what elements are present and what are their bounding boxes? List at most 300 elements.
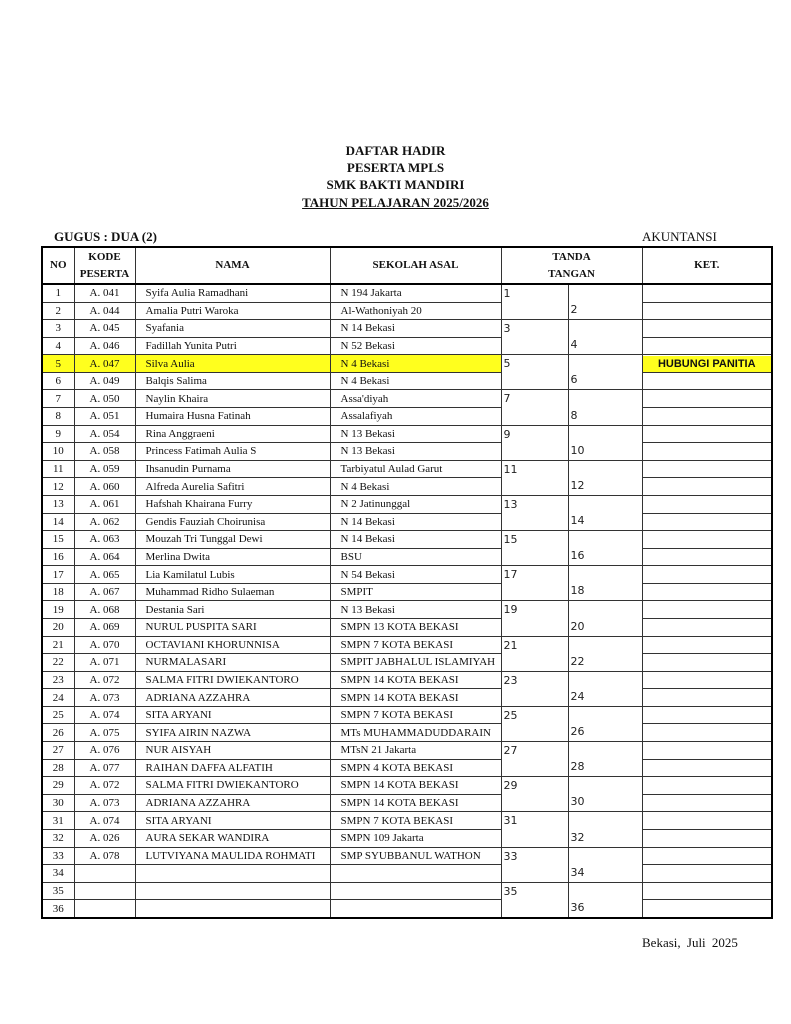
cell-no: 12 — [42, 478, 74, 496]
cell-nama: Fadillah Yunita Putri — [135, 337, 330, 355]
table-row — [42, 847, 772, 865]
signature-number: 7 — [503, 392, 511, 406]
cell-sekolah-asal: N 54 Bekasi — [330, 566, 501, 584]
signature-number: 8 — [570, 408, 578, 422]
table-row — [42, 548, 772, 566]
col-header-nama: NAMA — [135, 247, 330, 284]
cell-keterangan — [642, 724, 772, 742]
table-row — [42, 408, 772, 426]
signature-number: 33 — [503, 849, 518, 863]
cell-keterangan — [642, 355, 772, 373]
signature-cell-right[interactable] — [568, 390, 642, 425]
table-row — [42, 425, 772, 443]
cell-sekolah-asal: N 52 Bekasi — [330, 337, 501, 355]
cell-sekolah-asal: SMPN 14 KOTA BEKASI — [330, 671, 501, 689]
cell-nama: Merlina Dwita — [135, 548, 330, 566]
table-row — [42, 724, 772, 742]
table-row — [42, 618, 772, 636]
signature-number: 31 — [503, 814, 518, 828]
signature-cell-right[interactable] — [568, 355, 642, 390]
cell-no: 1 — [42, 284, 74, 302]
cell-keterangan — [642, 443, 772, 461]
signature-number: 29 — [503, 779, 518, 793]
cell-sekolah-asal: N 14 Bekasi — [330, 513, 501, 531]
cell-sekolah-asal: MTs MUHAMMADUDDARAIN — [330, 724, 501, 742]
signature-number: 30 — [570, 795, 585, 809]
cell-keterangan — [642, 284, 772, 302]
cell-sekolah-asal: MTsN 21 Jakarta — [330, 742, 501, 760]
cell-sekolah-asal: SMPIT JABHALUL ISLAMIYAH — [330, 654, 501, 672]
cell-nama: Silva Aulia — [135, 355, 330, 373]
cell-no: 30 — [42, 794, 74, 812]
department-label: AKUNTANSI — [642, 229, 717, 244]
col-header-tanda-tangan — [501, 247, 642, 284]
cell-sekolah-asal: SMPN 109 Jakarta — [330, 829, 501, 847]
signature-number: 23 — [503, 673, 518, 687]
cell-nama: Princess Fatimah Aulia S — [135, 443, 330, 461]
table-row — [42, 829, 772, 847]
signature-number: 27 — [503, 744, 518, 758]
signature-number: 22 — [570, 654, 585, 668]
cell-no: 6 — [42, 372, 74, 390]
cell-no: 29 — [42, 777, 74, 795]
table-row — [42, 372, 772, 390]
table-row — [42, 812, 772, 830]
cell-kode-peserta: A. 068 — [74, 601, 135, 619]
cell-keterangan — [642, 689, 772, 707]
cell-no: 28 — [42, 759, 74, 777]
signature-number: 21 — [503, 638, 518, 652]
table-row — [42, 513, 772, 531]
signature-number: 11 — [503, 462, 518, 476]
cell-no: 25 — [42, 706, 74, 724]
cell-keterangan — [642, 829, 772, 847]
cell-kode-peserta: A. 026 — [74, 829, 135, 847]
cell-kode-peserta: A. 046 — [74, 337, 135, 355]
signature-cell-left[interactable] — [501, 320, 568, 355]
cell-kode-peserta: A. 075 — [74, 724, 135, 742]
cell-sekolah-asal: N 13 Bekasi — [330, 601, 501, 619]
place-date: Bekasi, Juli 2025 — [642, 935, 738, 950]
signature-cell-right[interactable] — [568, 495, 642, 530]
cell-sekolah-asal: N 194 Jakarta — [330, 284, 501, 302]
cell-kode-peserta: A. 047 — [74, 355, 135, 373]
table-header-row — [42, 247, 772, 284]
cell-sekolah-asal: SMPN 14 KOTA BEKASI — [330, 794, 501, 812]
signature-cell-right[interactable] — [568, 812, 642, 847]
signature-number: 5 — [503, 357, 511, 371]
cell-nama: Destania Sari — [135, 601, 330, 619]
cell-nama: RAIHAN DAFFA ALFATIH — [135, 759, 330, 777]
cell-no: 3 — [42, 320, 74, 338]
cell-kode-peserta: A. 073 — [74, 689, 135, 707]
cell-no: 5 — [42, 355, 74, 373]
cell-keterangan — [642, 865, 772, 883]
signature-cell-left[interactable] — [501, 742, 568, 777]
cell-nama: Naylin Khaira — [135, 390, 330, 408]
signature-cell-right[interactable] — [568, 882, 642, 918]
cell-keterangan — [642, 425, 772, 443]
cell-keterangan — [642, 390, 772, 408]
cell-no: 35 — [42, 882, 74, 900]
cell-kode-peserta — [74, 882, 135, 900]
cell-keterangan — [642, 513, 772, 531]
table-row — [42, 900, 772, 918]
cell-kode-peserta: A. 050 — [74, 390, 135, 408]
cell-nama — [135, 900, 330, 918]
cell-nama: Mouzah Tri Tunggal Dewi — [135, 531, 330, 549]
signature-number: 15 — [503, 533, 518, 547]
cell-nama: SALMA FITRI DWIEKANTORO — [135, 671, 330, 689]
cell-no: 2 — [42, 302, 74, 320]
table-row — [42, 636, 772, 654]
doc-subtitle-school: SMK BAKTI MANDIRI — [326, 177, 465, 192]
cell-sekolah-asal: SMPN 4 KOTA BEKASI — [330, 759, 501, 777]
cell-nama: Muhammad Ridho Sulaeman — [135, 583, 330, 601]
signature-cell-right[interactable] — [568, 847, 642, 882]
signature-cell-right[interactable] — [568, 284, 642, 320]
cell-sekolah-asal: N 13 Bekasi — [330, 443, 501, 461]
cell-no: 21 — [42, 636, 74, 654]
cell-kode-peserta: A. 077 — [74, 759, 135, 777]
cell-nama: LUTVIYANA MAULIDA ROHMATI — [135, 847, 330, 865]
cell-sekolah-asal: N 14 Bekasi — [330, 531, 501, 549]
cell-kode-peserta: A. 060 — [74, 478, 135, 496]
col-header-tanda-line2: TANGAN — [548, 267, 595, 280]
cell-keterangan — [642, 372, 772, 390]
cell-sekolah-asal — [330, 900, 501, 918]
cell-no: 31 — [42, 812, 74, 830]
cell-no: 13 — [42, 495, 74, 513]
cell-sekolah-asal: SMPN 13 KOTA BEKASI — [330, 618, 501, 636]
signature-cell-right[interactable] — [568, 636, 642, 671]
table-row — [42, 355, 772, 373]
signature-cell-left[interactable] — [501, 847, 568, 882]
cell-kode-peserta: A. 065 — [74, 566, 135, 584]
cell-nama: Balqis Salima — [135, 372, 330, 390]
cell-keterangan — [642, 408, 772, 426]
cell-nama: Lia Kamilatul Lubis — [135, 566, 330, 584]
col-header-kode-line1: KODE — [88, 250, 121, 263]
cell-no: 17 — [42, 566, 74, 584]
table-row — [42, 777, 772, 795]
doc-title: DAFTAR HADIR — [345, 143, 446, 158]
signature-cell-right[interactable] — [568, 460, 642, 495]
cell-nama: SYIFA AIRIN NAZWA — [135, 724, 330, 742]
cell-no: 18 — [42, 583, 74, 601]
signature-number: 18 — [570, 584, 585, 598]
signature-number: 2 — [570, 303, 578, 317]
cell-kode-peserta: A. 067 — [74, 583, 135, 601]
signature-cell-right[interactable] — [568, 777, 642, 812]
cell-keterangan — [642, 302, 772, 320]
table-row — [42, 794, 772, 812]
cell-kode-peserta: A. 073 — [74, 794, 135, 812]
signature-cell-left[interactable] — [501, 425, 568, 460]
cell-nama: NURUL PUSPITA SARI — [135, 618, 330, 636]
cell-kode-peserta: A. 071 — [74, 654, 135, 672]
signature-cell-left[interactable] — [501, 495, 568, 530]
signature-number: 24 — [570, 689, 585, 703]
cell-nama: SALMA FITRI DWIEKANTORO — [135, 777, 330, 795]
cell-keterangan — [642, 636, 772, 654]
signature-number: 36 — [570, 900, 585, 914]
cell-kode-peserta: A. 059 — [74, 460, 135, 478]
cell-nama: Gendis Fauziah Choirunisa — [135, 513, 330, 531]
cell-kode-peserta: A. 076 — [74, 742, 135, 760]
cell-kode-peserta: A. 061 — [74, 495, 135, 513]
cell-keterangan — [642, 794, 772, 812]
signature-number: 28 — [570, 760, 585, 774]
table-row — [42, 601, 772, 619]
col-header-kode-line2: PESERTA — [79, 267, 130, 280]
cell-kode-peserta: A. 045 — [74, 320, 135, 338]
cell-kode-peserta: A. 049 — [74, 372, 135, 390]
cell-sekolah-asal: SMPN 7 KOTA BEKASI — [330, 812, 501, 830]
cell-keterangan — [642, 478, 772, 496]
cell-no: 20 — [42, 618, 74, 636]
cell-nama: NUR AISYAH — [135, 742, 330, 760]
cell-no: 9 — [42, 425, 74, 443]
cell-nama: Syafania — [135, 320, 330, 338]
table-row — [42, 495, 772, 513]
cell-kode-peserta: A. 041 — [74, 284, 135, 302]
cell-kode-peserta: A. 062 — [74, 513, 135, 531]
cell-sekolah-asal: Tarbiyatul Aulad Garut — [330, 460, 501, 478]
signature-cell-left[interactable] — [501, 882, 568, 918]
signature-cell-left[interactable] — [501, 777, 568, 812]
cell-sekolah-asal: N 4 Bekasi — [330, 478, 501, 496]
note-badge: HUBUNGI PANITIA — [643, 356, 772, 372]
cell-kode-peserta: A. 064 — [74, 548, 135, 566]
cell-kode-peserta: A. 069 — [74, 618, 135, 636]
cell-keterangan — [642, 759, 772, 777]
cell-kode-peserta: A. 078 — [74, 847, 135, 865]
cell-keterangan — [642, 706, 772, 724]
cell-nama: Amalia Putri Waroka — [135, 302, 330, 320]
cell-no: 34 — [42, 865, 74, 883]
cell-no: 10 — [42, 443, 74, 461]
table-row — [42, 865, 772, 883]
signature-number: 13 — [503, 497, 518, 511]
cell-no: 8 — [42, 408, 74, 426]
cell-keterangan — [642, 812, 772, 830]
cell-nama: ADRIANA AZZAHRA — [135, 689, 330, 707]
cell-nama: Alfreda Aurelia Safitri — [135, 478, 330, 496]
cell-sekolah-asal: N 13 Bekasi — [330, 425, 501, 443]
signature-cell-left[interactable] — [501, 460, 568, 495]
cell-sekolah-asal: SMPN 7 KOTA BEKASI — [330, 706, 501, 724]
cell-nama: Syifa Aulia Ramadhani — [135, 284, 330, 302]
cell-keterangan — [642, 882, 772, 900]
cell-kode-peserta: A. 072 — [74, 671, 135, 689]
cell-nama: NURMALASARI — [135, 654, 330, 672]
cell-sekolah-asal — [330, 865, 501, 883]
signature-number: 3 — [503, 322, 511, 336]
cell-no: 7 — [42, 390, 74, 408]
group-label: GUGUS : DUA (2) — [54, 229, 157, 244]
cell-kode-peserta: A. 058 — [74, 443, 135, 461]
cell-sekolah-asal — [330, 882, 501, 900]
signature-cell-right[interactable] — [568, 601, 642, 636]
cell-sekolah-asal: SMP SYUBBANUL WATHON — [330, 847, 501, 865]
cell-sekolah-asal: SMPIT — [330, 583, 501, 601]
signature-cell-left[interactable] — [501, 566, 568, 601]
table-row — [42, 390, 772, 408]
table-row — [42, 531, 772, 549]
cell-no: 32 — [42, 829, 74, 847]
signature-cell-left[interactable] — [501, 671, 568, 706]
signature-number: 1 — [503, 287, 511, 300]
signature-cell-left[interactable] — [501, 636, 568, 671]
table-row — [42, 654, 772, 672]
table-row — [42, 583, 772, 601]
attendance-table — [41, 246, 773, 919]
signature-cell-right[interactable] — [568, 320, 642, 355]
cell-sekolah-asal: SMPN 14 KOTA BEKASI — [330, 777, 501, 795]
cell-nama: ADRIANA AZZAHRA — [135, 794, 330, 812]
signature-number: 35 — [503, 884, 518, 898]
col-header-tanda-line1: TANDA — [552, 250, 591, 263]
cell-no: 22 — [42, 654, 74, 672]
cell-kode-peserta: A. 070 — [74, 636, 135, 654]
doc-subtitle-event: PESERTA MPLS — [346, 160, 445, 175]
doc-subtitle-year: TAHUN PELAJARAN 2025/2026 — [302, 195, 489, 210]
cell-no: 36 — [42, 900, 74, 918]
signature-cell-right[interactable] — [568, 706, 642, 741]
signature-number: 20 — [570, 619, 585, 633]
signature-cell-left[interactable] — [501, 706, 568, 741]
cell-no: 33 — [42, 847, 74, 865]
col-header-kode — [74, 247, 135, 284]
signature-cell-right[interactable] — [568, 531, 642, 566]
signature-number: 26 — [570, 725, 585, 739]
signature-number: 14 — [570, 514, 585, 528]
cell-kode-peserta: A. 054 — [74, 425, 135, 443]
cell-keterangan — [642, 777, 772, 795]
cell-sekolah-asal: N 4 Bekasi — [330, 355, 501, 373]
cell-no: 11 — [42, 460, 74, 478]
cell-sekolah-asal: Al-Wathoniyah 20 — [330, 302, 501, 320]
table-row — [42, 882, 772, 900]
cell-kode-peserta — [74, 865, 135, 883]
signature-number: 9 — [503, 427, 511, 441]
cell-keterangan — [642, 601, 772, 619]
cell-sekolah-asal: N 4 Bekasi — [330, 372, 501, 390]
cell-keterangan — [642, 618, 772, 636]
cell-keterangan — [642, 495, 772, 513]
signature-number: 4 — [570, 338, 578, 352]
signature-cell-left[interactable] — [501, 284, 568, 320]
table-row — [42, 320, 772, 338]
col-header-ket: KET. — [642, 247, 772, 284]
cell-nama — [135, 865, 330, 883]
cell-nama: Rina Anggraeni — [135, 425, 330, 443]
cell-kode-peserta: A. 074 — [74, 812, 135, 830]
cell-sekolah-asal: Assa'diyah — [330, 390, 501, 408]
cell-keterangan — [642, 337, 772, 355]
cell-kode-peserta: A. 072 — [74, 777, 135, 795]
signature-number: 19 — [503, 603, 518, 617]
signature-number: 12 — [570, 478, 585, 492]
cell-keterangan — [642, 671, 772, 689]
table-row — [42, 460, 772, 478]
cell-no: 26 — [42, 724, 74, 742]
cell-no: 23 — [42, 671, 74, 689]
table-row — [42, 759, 772, 777]
cell-nama: Humaira Husna Fatinah — [135, 408, 330, 426]
table-row — [42, 566, 772, 584]
cell-nama — [135, 882, 330, 900]
table-row — [42, 706, 772, 724]
signature-cell-left[interactable] — [501, 390, 568, 425]
cell-sekolah-asal: Assalafiyah — [330, 408, 501, 426]
cell-kode-peserta: A. 051 — [74, 408, 135, 426]
signature-number: 10 — [570, 443, 585, 457]
table-row — [42, 443, 772, 461]
cell-nama: AURA SEKAR WANDIRA — [135, 829, 330, 847]
cell-sekolah-asal: SMPN 7 KOTA BEKASI — [330, 636, 501, 654]
cell-kode-peserta: A. 074 — [74, 706, 135, 724]
cell-kode-peserta: A. 044 — [74, 302, 135, 320]
table-row — [42, 671, 772, 689]
signature-cell-right[interactable] — [568, 671, 642, 706]
col-header-sekolah: SEKOLAH ASAL — [330, 247, 501, 284]
cell-keterangan — [642, 531, 772, 549]
cell-keterangan — [642, 566, 772, 584]
table-row — [42, 478, 772, 496]
cell-no: 27 — [42, 742, 74, 760]
signature-number: 32 — [570, 830, 585, 844]
cell-nama: OCTAVIANI KHORUNNISA — [135, 636, 330, 654]
table-row — [42, 742, 772, 760]
table-row — [42, 337, 772, 355]
cell-keterangan — [642, 548, 772, 566]
cell-keterangan — [642, 583, 772, 601]
signature-cell-right[interactable] — [568, 566, 642, 601]
signature-number: 6 — [570, 373, 578, 387]
cell-keterangan — [642, 847, 772, 865]
cell-kode-peserta — [74, 900, 135, 918]
signature-cell-right[interactable] — [568, 742, 642, 777]
cell-keterangan — [642, 654, 772, 672]
cell-nama: Hafshah Khairana Furry — [135, 495, 330, 513]
cell-sekolah-asal: N 2 Jatinunggal — [330, 495, 501, 513]
cell-no: 19 — [42, 601, 74, 619]
cell-no: 14 — [42, 513, 74, 531]
cell-keterangan — [642, 320, 772, 338]
table-body — [42, 284, 772, 918]
table-row — [42, 302, 772, 320]
cell-sekolah-asal: N 14 Bekasi — [330, 320, 501, 338]
cell-keterangan — [642, 900, 772, 918]
signature-cell-left[interactable] — [501, 812, 568, 847]
signature-cell-left[interactable] — [501, 355, 568, 390]
cell-nama: SITA ARYANI — [135, 812, 330, 830]
signature-cell-left[interactable] — [501, 601, 568, 636]
signature-number: 34 — [570, 865, 585, 879]
cell-no: 16 — [42, 548, 74, 566]
col-header-no: NO — [42, 247, 74, 284]
cell-kode-peserta: A. 063 — [74, 531, 135, 549]
signature-number: 16 — [570, 549, 585, 563]
table-row — [42, 284, 772, 302]
cell-nama: SITA ARYANI — [135, 706, 330, 724]
signature-cell-left[interactable] — [501, 531, 568, 566]
cell-keterangan — [642, 742, 772, 760]
signature-cell-right[interactable] — [568, 425, 642, 460]
cell-keterangan — [642, 460, 772, 478]
